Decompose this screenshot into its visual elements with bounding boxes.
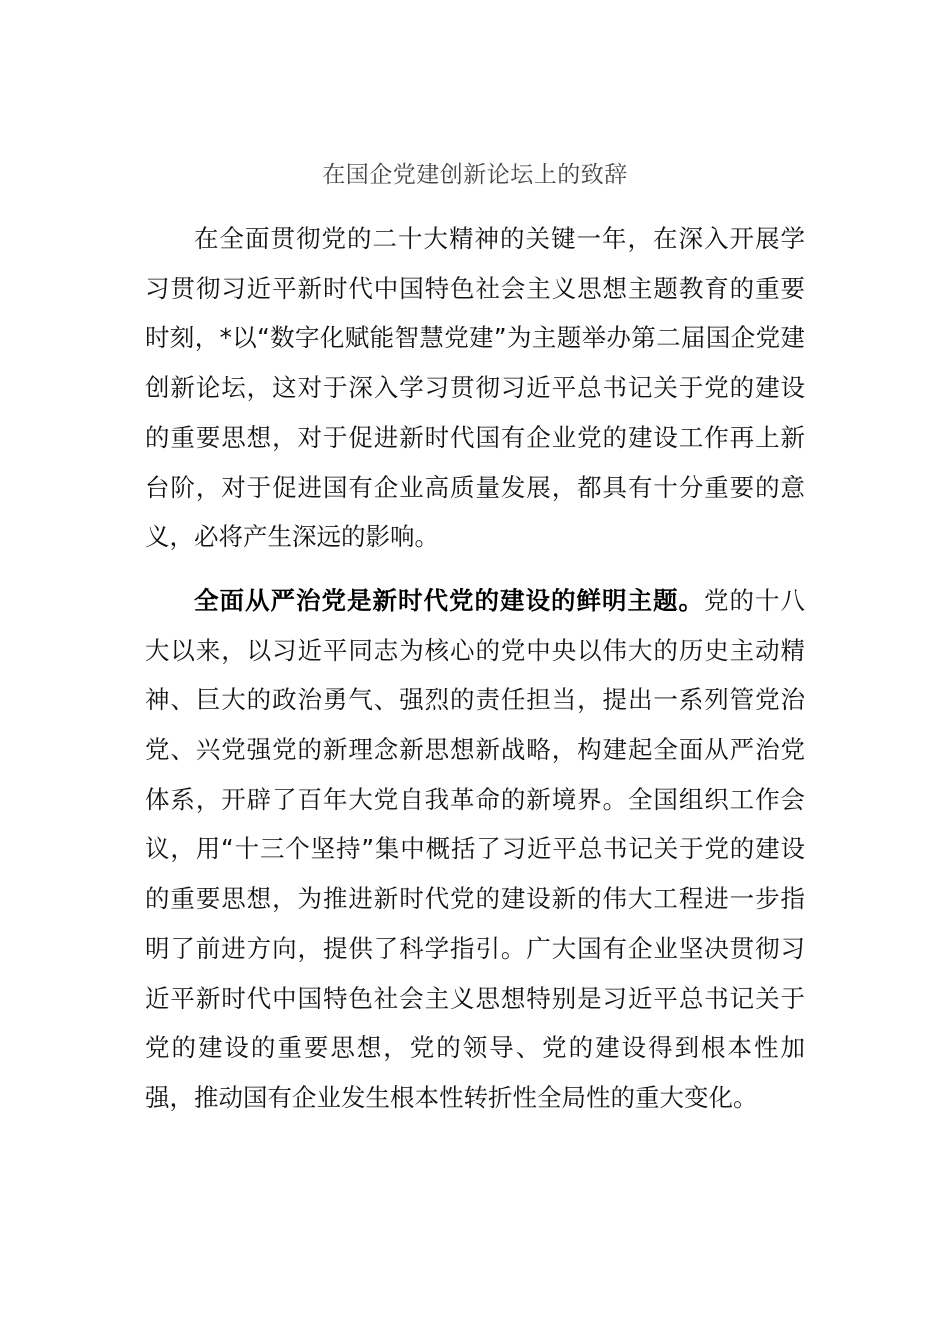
paragraph-party-building (145, 576, 805, 1123)
paragraph-lead: 全面从严治党是新时代党的建设的鲜明主题。 (194, 585, 704, 615)
document-title: 在国企党建创新论坛上的致辞 (322, 162, 628, 188)
paragraph-text: 在全面贯彻党的二十大精神的关键一年，在深入开展学习贯彻习近平新时代中国特色社会主义思想主题教育的重要时刻，*以“数字化赋能智慧党建”为主题举办第二届国企党建创新论坛，这对于深入学习贯彻习近平总书记关于党的建设的重要思想，对于促进新时代国有企业党的建设工作再上新台阶，对于促进国有企业高质量发展，都具有十分重要的意义，必将产生深远的影响。 (145, 224, 805, 552)
document-body (145, 214, 805, 1123)
paragraph-text: 党的十八大以来，以习近平同志为核心的党中央以伟大的历史主动精神、巨大的政治勇气、强烈的责任担当，提出一系列管党治党、兴党强党的新理念新思想新战略，构建起全面从严治党体系，开辟了百年大党自我革命的新境界。全国组织工作会议，用“十三个坚持”集中概括了习近平总书记关于党的建设的重要思想，为推进新时代党的建设新的伟大工程进一步指明了前进方向，提供了科学指引。广大国有企业坚决贯彻习近平新时代中国特色社会主义思想特别是习近平总书记关于党的建设的重要思想，党的领导、党的建设得到根本性加强，推动国有企业发生根本性转折性全局性的重大变化。 (145, 585, 805, 1112)
paragraph-opening (145, 214, 805, 562)
